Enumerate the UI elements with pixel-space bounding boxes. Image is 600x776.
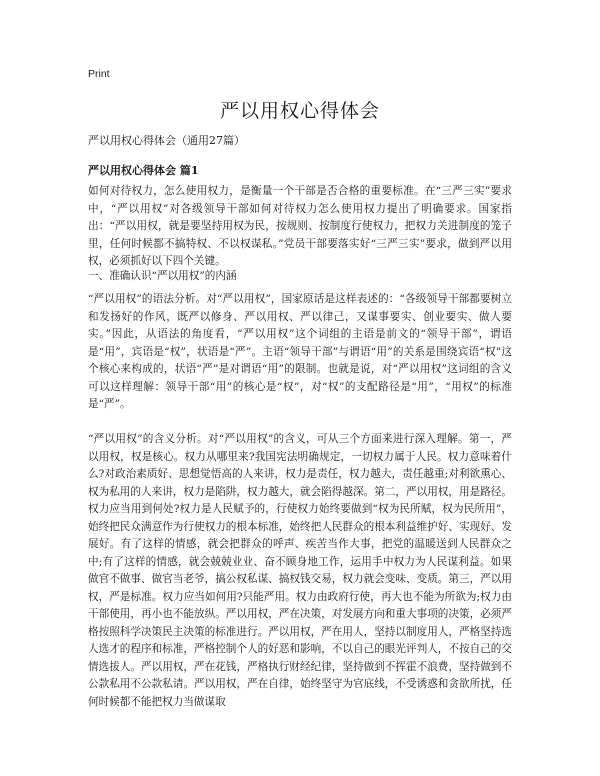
document-title: 严以用权心得体会	[219, 100, 380, 122]
paragraph-intro: 如何对待权力，怎么使用权力，是衡量一个干部是否合格的重要标准。在“三严三实”要求中，“严以用权”对各级领导干部如何对待权力怎么使用权力提出了明确要求。国家指出：“严以用权，就是要坚持用权为民，按规则、按制度行使权力，把权力关进制度的笼子里，任何时候都不搞特权、不以权谋私。”党员干部要落实好“三严三实”要求，做到严以用权，必须抓好以下四个关键。	[88, 185, 512, 267]
part-heading: 一、准确认识“严以用权”的内涵	[88, 270, 237, 282]
document-subtitle: 严以用权心得体会（通用27篇）	[88, 134, 245, 147]
paragraph-grammar: “严以用权”的语法分析。对“严以用权”，国家原话是这样表述的：“各级领导干部都要树立和发扬好的作风，既严以修身、严以用权、严以律己，又谋事要实、创业要实、做人要实。”因此，从语法的角度看，“严以用权”这个词组的主语是前文的“领导干部”，谓语是“用”，宾语是“权”，状语是“严”。主语“领导干部”与谓语“用”的关系是围绕宾语“权”这个核心来构成的，状语“严”是对谓语“用”的限制。也就是说，对“严以用权”这词组的含义可以这样理解：领导干部“用”的核心是“权”，对“权”的支配路径是“用”，“用权”的标准是“严”。	[88, 293, 512, 410]
section-heading: 严以用权心得体会 篇1	[88, 164, 199, 177]
paragraph-meaning: “严以用权”的含义分析。对“严以用权”的含义，可从三个方面来进行深入理解。第一，严以用权，权是核心。权力从哪里来?我国宪法明确规定，一切权力属于人民。权力意味着什么?对政治素质好、思想觉悟高的人来讲，权力是责任，权力越大，责任越重;对利欲熏心、权为私用的人来讲，权力是陷阱，权力越大，就会陷得越深。第二，严以用权，用是路径。权力应当用到何处?权力是人民赋予的，行使权力始终要做到“权为民所赋，权为民所用”，始终把民众满意作为行使权力的根本标准，始终把人民群众的根本利益维护好、实现好、发展好。有了这样的情感，就会把群众的呼声、疾苦当作大事，把党的温暖送到人民群众之中;有了这样的情感，就会兢兢业业、奋不顾身地工作，运用手中权力为人民谋利益。如果做官不做事、做官当老爷，搞公权私谋、搞权钱交易，权力就会变味、变质。第三，严以用权，严是标准。权力应当如何用?只能严用。权力由政府行使，再大也不能为所欲为;权力由干部使用，再小也不能放纵。严以用权，严在决策，对发展方向和重大事项的决策，必须严格按照科学决策民主决策的标准进行。严以用权，严在用人，坚持以制度用人，严格坚持选人选才的程序和标准，严格控制个人的好恶和影响，不以自己的眼光评判人，不按自己的交情选拔人。严以用权，严在花钱，严格执行财经纪律，坚持做到不挥霍不浪费，坚持做到不公款私用不公款私请。严以用权，严在自律，始终坚守为官底线，不受诱惑和贪欲所扰，任何时候都不能把权力当做谋取	[88, 433, 512, 708]
print-label: Print	[88, 68, 110, 80]
